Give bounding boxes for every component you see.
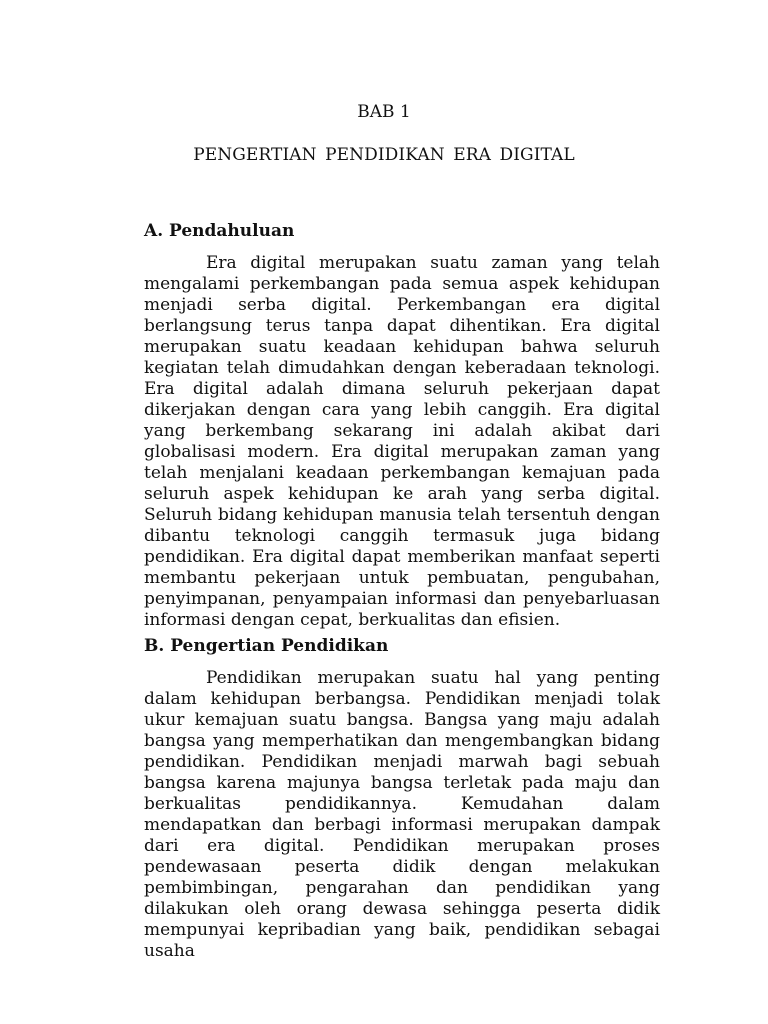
paragraph-pendahuluan: Era digital merupakan suatu zaman yang telah mengalami perkembangan pada semua aspek kehidupan menjadi serba digital. Perkembangan era digital berlangsung terus tanpa dapat dihentikan. Era digital merupakan suatu keadaan kehidupan bahwa seluruh kegiatan telah dimudahkan dengan keberadaan teknologi. Era digital adalah dimana seluruh pekerjaan dapat dikerjakan dengan cara yang lebih canggih. Era digital yang berkembang sekarang ini adalah akibat dari globalisasi modern. Era digital merupakan zaman yang telah menjalani keadaan perkembangan kemajuan pada seluruh aspek kehidupan ke arah yang serba digital. Seluruh bidang kehidupan manusia telah tersentuh dengan dibantu teknologi canggih termasuk juga bidang pendidikan. Era digital dapat memberikan manfaat seperti membantu pekerjaan untuk pembuatan, pengubahan, penyimpanan, penyampaian informasi dan penyebarluasan informasi dengan cepat, berkualitas dan efisien. bbox=[144, 253, 660, 630]
section-heading-pendahuluan: A. Pendahuluan bbox=[144, 221, 295, 241]
section-heading-pengertian-pendidikan: B. Pengertian Pendidikan bbox=[144, 636, 389, 656]
chapter-title: PENGERTIAN PENDIDIKAN ERA DIGITAL bbox=[193, 145, 575, 165]
chapter-number: BAB 1 bbox=[357, 102, 411, 122]
paragraph-pengertian-pendidikan: Pendidikan merupakan suatu hal yang penting dalam kehidupan berbangsa. Pendidikan menjadi tolak ukur kemajuan suatu bangsa. Bangsa yang maju adalah bangsa yang memperhatikan dan mengembangkan bidang pendidikan. Pendidikan menjadi marwah bagi sebuah bangsa karena majunya bangsa terletak pada maju dan berkualitas pendidikannya. Kemudahan dalam mendapatkan dan berbagi informasi merupakan dampak dari era digital. Pendidikan merupakan proses pendewasaan peserta didik dengan melakukan pembimbingan, pengarahan dan pendidikan yang dilakukan oleh orang dewasa sehingga peserta didik mempunyai kepribadian yang baik, pendidikan sebagai usaha bbox=[144, 668, 660, 961]
